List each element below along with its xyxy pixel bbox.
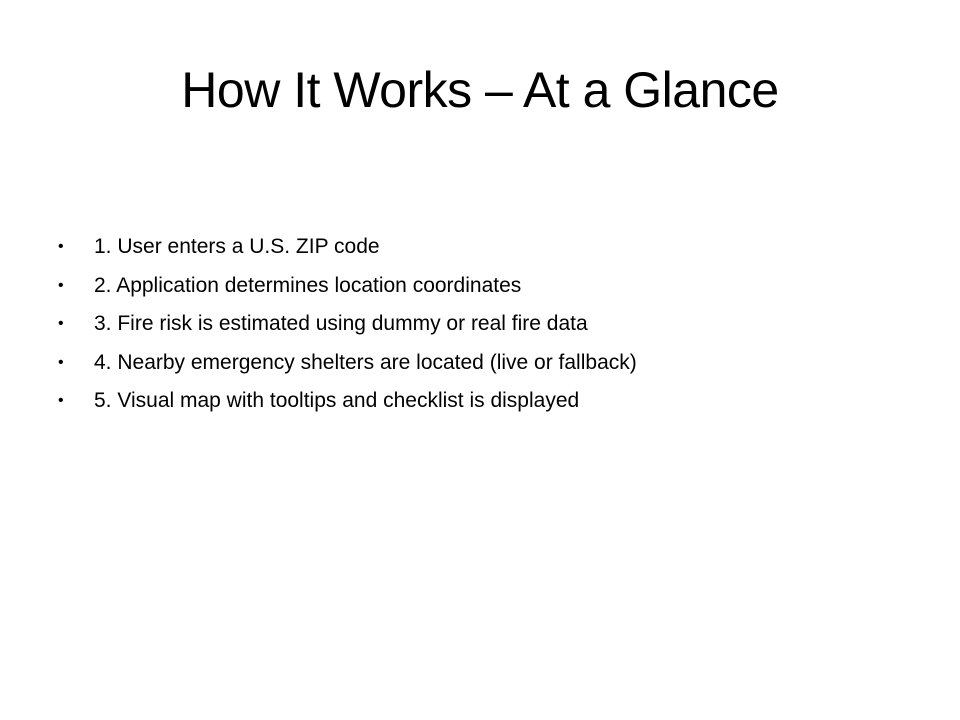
list-item bbox=[56, 267, 916, 306]
bullet-text: 4. Nearby emergency shelters are located (live or fallback) bbox=[94, 350, 637, 374]
bullet-dot-icon: • bbox=[58, 353, 64, 371]
bullet-dot-icon: • bbox=[58, 276, 64, 294]
bullet-dot-icon: • bbox=[58, 315, 64, 333]
list-item bbox=[56, 305, 916, 344]
bullet-list bbox=[56, 228, 916, 421]
bullet-dot-icon: • bbox=[58, 392, 64, 410]
bullet-text: 2. Application determines location coordinates bbox=[94, 273, 522, 297]
bullet-dot-icon: • bbox=[58, 238, 64, 256]
bullet-text: 5. Visual map with tooltips and checklist is displayed bbox=[94, 389, 580, 413]
slide-title: How It Works – At a Glance bbox=[181, 62, 779, 118]
bullet-text: 1. User enters a U.S. ZIP code bbox=[94, 235, 380, 259]
list-item bbox=[56, 382, 916, 421]
bullet-text: 3. Fire risk is estimated using dummy or real fire data bbox=[94, 312, 588, 336]
list-item bbox=[56, 228, 916, 267]
list-item bbox=[56, 344, 916, 383]
